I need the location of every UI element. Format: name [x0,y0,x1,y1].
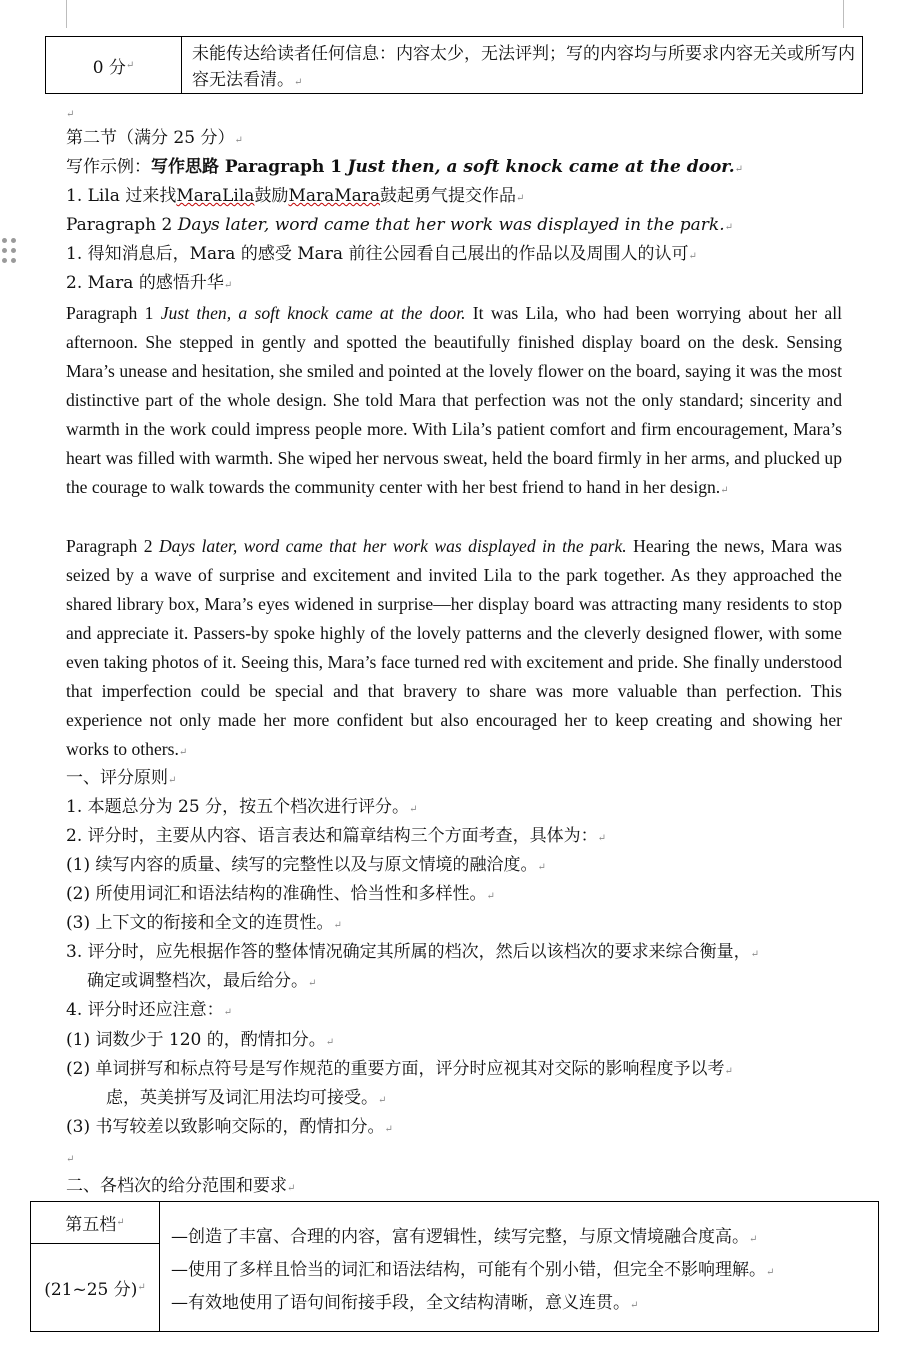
principle-item: (3) 上下文的衔接和全文的连贯性。↵ [66,913,342,933]
crop-mark-right [843,0,844,28]
principle-item: (1) 词数少于 120 的，酌情扣分。↵ [66,1030,335,1050]
score-table-zero [45,36,863,94]
principle-item-continued: 确定或调整档次，最后给分。↵ [87,971,317,991]
essay-paragraph-1: Paragraph 1 Just then, a soft knock came at the door. It was Lila, who had been worrying about her all afternoon. She stepped in gently and spotted the beautifully finished display board on the desk. Sensing Mara’s unease and hesitation, she smiled and pointed at the lovely flower on the board, saying it was the most distinctive part of the whole design. She told Mara that perfection was not the only standard; sincerity and warmth in the work could impress people more. With Lila’s patient comfort and firm encouragement, Mara’s heart was filled with warmth. She wiped her nervous sweat, held the board firmly in her arms, and plucked up the courage to walk towards the community center with her best friend to hand in her design.↵ [66,303,842,497]
empty-paragraph: ↵ [66,109,75,120]
score-description: 未能传达给读者任何信息：内容太少，无法评判；写的内容均与所要求内容无关或所写内容无法看清。↵ [192,44,855,90]
principle-item: 3. 评分时，应先根据作答的整体情况确定其所属的档次，然后以该档次的要求来综合衡量，↵ [66,942,760,962]
principle-item: 2. 评分时，主要从内容、语言表达和篇章结构三个方面考查，具体为：↵ [66,826,607,846]
level-column [31,1202,160,1331]
levels-heading: 二、各档次的给分范围和要求↵ [66,1176,296,1196]
level-name-cell: 第五档 ↵ [31,1202,159,1244]
score-cell: 0 分 ↵ [46,37,182,93]
principles-heading: 一、评分原则↵ [66,768,177,788]
idea-line-1: 1. Lila 过来找MaraLila鼓励MaraMara鼓起勇气提交作品↵ [66,186,525,206]
idea-line-2-1: 1. 得知消息后，Mara 的感受 Mara 前往公园看自己展出的作品以及周围人的认可↵ [66,244,697,264]
criteria-item: —使用了多样且恰当的词汇和语法结构，可能有个别小错，但完全不影响理解。↵ [171,1260,775,1280]
principle-item: 4. 评分时还应注意：↵ [66,1000,233,1020]
empty-paragraph: ↵ [66,1154,75,1165]
paragraph-mark: ↵ [125,59,135,71]
paragraph2-prompt: Paragraph 2 Days later, word came that her work was displayed in the park.↵ [66,215,733,235]
criteria-item: —有效地使用了语句间衔接手段，全文结构清晰，意义连贯。↵ [171,1293,639,1313]
drag-handle-icon[interactable] [2,238,20,270]
principle-item: 1. 本题总分为 25 分，按五个档次进行评分。↵ [66,797,418,817]
principle-item: (3) 书写较差以致影响交际的，酌情扣分。↵ [66,1117,393,1137]
writing-example-line: 写作示例：写作思路 Paragraph 1 Just then, a soft knock came at the door.↵ [66,157,744,177]
level-range-cell: (21~25 分) ↵ [44,1280,146,1300]
principle-item: (2) 所使用词汇和语法结构的准确性、恰当性和多样性。↵ [66,884,495,904]
principle-item: (1) 续写内容的质量、续写的完整性以及与原文情境的融洽度。↵ [66,855,546,875]
level-criteria [171,1222,871,1321]
level-table [30,1201,879,1332]
crop-mark-left [66,0,67,28]
principle-item: (2) 单词拼写和标点符号是写作规范的重要方面，评分时应视其对交际的影响程度予以考↵ [66,1059,733,1079]
principle-item-continued: 虑，英美拼写及词汇用法均可接受。↵ [106,1088,387,1108]
essay-paragraph-2: Paragraph 2 Days later, word came that her work was displayed in the park. Hearing the news, Mara was seized by a wave of surprise and excitement and invited Lila to the park together. As they approached the shared library box, Mara’s eyes widened in surprise—her display board was attracting many residents to stop and appreciate it. Passers-by spoke highly of the lovely patterns and the cleverly designed flower, with some even taking photos of it. Seeing this, Mara’s face turned red with excitement and pride. She finally understood that imperfection could be special and that bravery to share was more valuable than perfection. This experience not only made her more confident but also encouraged her to keep creating and showing her works to others.↵ [66,536,842,759]
idea-line-2-2: 2. Mara 的感悟升华↵ [66,273,233,293]
criteria-item: —创造了丰富、合理的内容，富有逻辑性，续写完整，与原文情境融合度高。↵ [171,1227,758,1247]
section-heading: 第二节（满分 25 分）↵ [66,128,243,148]
